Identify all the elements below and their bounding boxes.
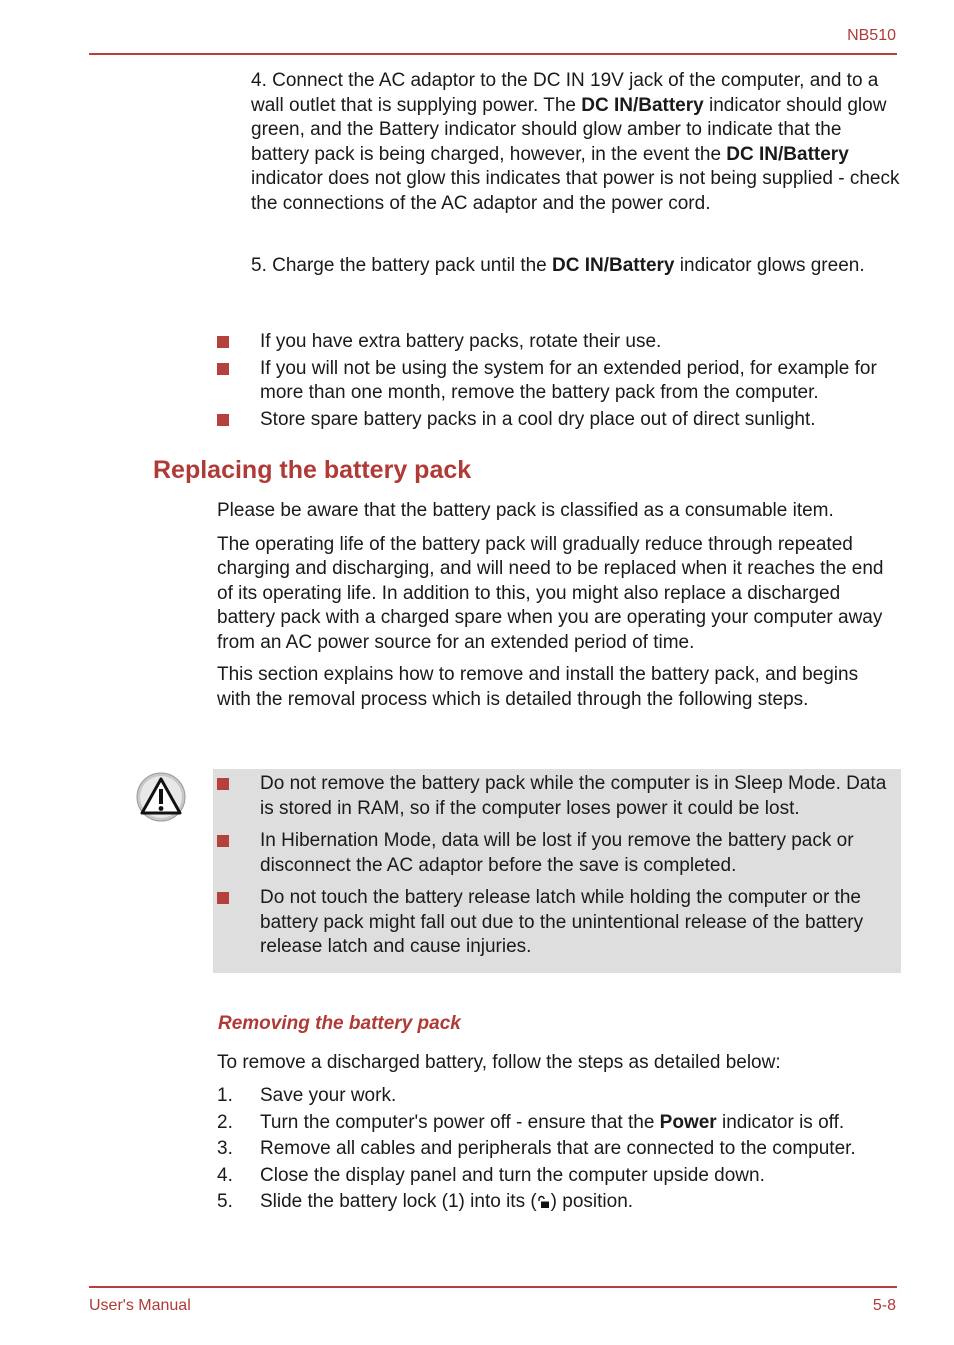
list-item: 5. Slide the battery lock (1) into its ( ) position.	[217, 1191, 634, 1212]
list-item: 3. Remove all cables and peripherals that are connected to the computer.	[217, 1138, 856, 1159]
step-5-text-b: indicator glows green.	[674, 255, 865, 276]
list-item: 4. Close the display panel and turn the computer upside down.	[217, 1164, 765, 1186]
removing-intro: To remove a discharged battery, follow the steps as detailed below:	[217, 1052, 781, 1073]
dc-in-battery-term: DC IN/Battery	[552, 255, 675, 276]
step-4-text-b: indicator should glow green, and the Battery indicator should glow amber to indicate that the battery pack is being charged, however, in the event the	[251, 94, 887, 165]
section-paragraph: The operating life of the battery pack will gradually reduce through repeated charging and discharging, and will need to be replaced when it reaches the end of its operating life. In addition to this, you might also replace a discharged battery pack with a charged spare when you are operating your computer away from an AC power source for an extended period of time.	[217, 533, 884, 653]
section-paragraph: Please be aware that the battery pack is classified as a consumable item.	[217, 500, 834, 521]
header-model: NB510	[847, 27, 896, 44]
dc-in-battery-term: DC IN/Battery	[726, 143, 849, 165]
header-rule	[89, 53, 897, 55]
footer-rule	[89, 1286, 897, 1288]
section-paragraph: This section explains how to remove and install the battery pack, and begins with the removal process which is detailed through the following steps.	[217, 664, 859, 710]
power-term: Power	[659, 1111, 717, 1133]
list-item: If you will not be using the system for an extended period, for example for more than one month, remove the battery pack from the computer.	[217, 357, 907, 406]
step-5-text-a: 5. Charge the battery pack until the	[251, 255, 553, 276]
step-4-text-a: 4. Connect the AC adaptor to the DC IN 19V jack of the computer, and to a wall outlet that is supplying power. The	[251, 70, 879, 116]
bullet-square-icon	[217, 336, 229, 348]
list-item: Do not touch the battery release latch while holding the computer or the battery pack might fall out due to the unintentional release of the battery release latch and cause injuries.	[217, 886, 903, 960]
step-5-paragraph	[251, 254, 901, 279]
list-item: Do not remove the battery pack while the computer is in Sleep Mode. Data is stored in RAM, so if the computer loses power it could be lost.	[217, 772, 903, 821]
removal-steps-list	[217, 1084, 907, 1217]
warning-triangle-icon	[136, 772, 186, 822]
footer-manual-title: User's Manual	[89, 1297, 191, 1314]
bullet-square-icon	[217, 363, 229, 375]
bullet-square-icon	[217, 835, 229, 847]
bullet-square-icon	[217, 892, 229, 904]
list-item: In Hibernation Mode, data will be lost if you remove the battery pack or disconnect the AC adaptor before the save is completed.	[217, 829, 903, 878]
list-item: Store spare battery packs in a cool dry place out of direct sunlight.	[217, 408, 907, 433]
tips-list	[217, 330, 907, 434]
list-item: 2. Turn the computer's power off - ensure that the Power indicator is off.	[217, 1111, 845, 1133]
list-item: 1. Save your work.	[217, 1085, 397, 1106]
step-4-text-c: indicator does not glow this indicates that power is not being supplied - check the connections of the AC adaptor and the power cord.	[251, 168, 900, 214]
dc-in-battery-term: DC IN/Battery	[581, 94, 704, 116]
unlock-icon	[537, 1195, 551, 1209]
section-body	[217, 499, 897, 712]
list-item: If you have extra battery packs, rotate their use.	[217, 330, 907, 355]
bullet-square-icon	[217, 778, 229, 790]
subsection-title: Removing the battery pack	[218, 1013, 461, 1034]
bullet-square-icon	[217, 414, 229, 426]
warning-list	[217, 772, 903, 962]
section-title: Replacing the battery pack	[153, 456, 472, 484]
footer-page-number: 5-8	[872, 1297, 896, 1314]
step-4-paragraph	[251, 69, 901, 216]
